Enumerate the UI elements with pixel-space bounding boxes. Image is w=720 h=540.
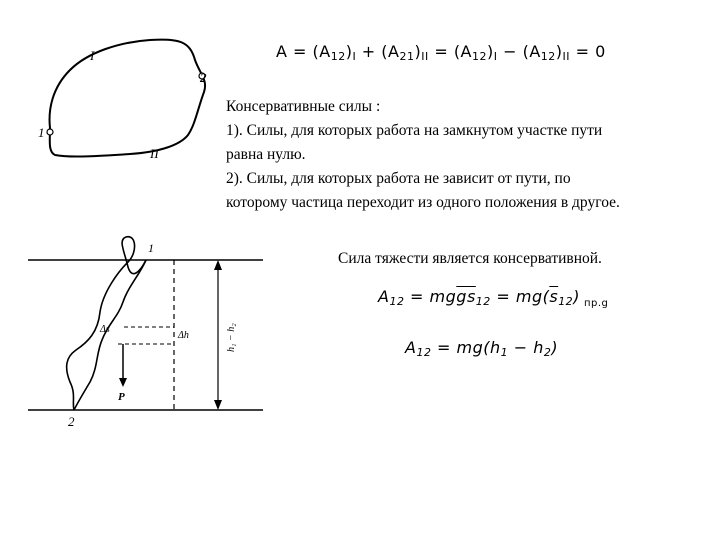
force-arrow-head bbox=[119, 378, 127, 387]
path-label-I: I bbox=[90, 48, 95, 63]
point-label-2: 2 bbox=[200, 70, 207, 85]
point-label-2: 2 bbox=[68, 414, 75, 429]
gravity-statement: Сила тяжести является консервативной. bbox=[338, 250, 602, 267]
definition-line: 2). Силы, для которых работа не зависит от пути, по bbox=[226, 170, 571, 187]
path-curve-right bbox=[74, 260, 146, 410]
closed-path-figure bbox=[30, 30, 230, 170]
conservative-forces-definition bbox=[226, 95, 620, 215]
closed-work-formula: $A = (A_{12})_I + (A_{21})_{II} = (A_{12})_I - (A_{12})_{II} = 0$ bbox=[276, 42, 606, 63]
path-label-II: II bbox=[150, 146, 159, 161]
point-1-marker bbox=[47, 129, 53, 135]
height-arrow-top bbox=[214, 260, 222, 270]
definition-line: которому частица переходит из одного положения в другое. bbox=[226, 194, 620, 211]
gravity-work-height-formula: $A_{12} = mg(h_1 - h_2)$ bbox=[405, 338, 559, 359]
force-label-P: P bbox=[118, 391, 125, 403]
definition-heading: Консервативные силы : bbox=[226, 98, 381, 115]
gravity-work-vector-formula: $A_{12} = mg\overline{g}\overline{s}_{12} = mg(\overline{s}_{12})$ $_{пр.g}$ bbox=[378, 287, 609, 309]
height-label: h₁ − h₂ bbox=[226, 323, 237, 352]
definition-line: 1). Силы, для которых работа на замкнутом участке пути bbox=[226, 122, 603, 139]
dh-label: Δh bbox=[178, 330, 189, 341]
definition-line: равна нулю. bbox=[226, 146, 306, 163]
point-label-1: 1 bbox=[148, 241, 154, 255]
point-label-1: 1 bbox=[38, 125, 45, 140]
closed-path-curve bbox=[50, 40, 206, 157]
g-vector: $\overline{g}$ bbox=[456, 287, 467, 306]
gravity-work-figure bbox=[28, 232, 270, 432]
ds-label: Δs bbox=[100, 324, 110, 335]
height-arrow-bottom bbox=[214, 400, 222, 410]
